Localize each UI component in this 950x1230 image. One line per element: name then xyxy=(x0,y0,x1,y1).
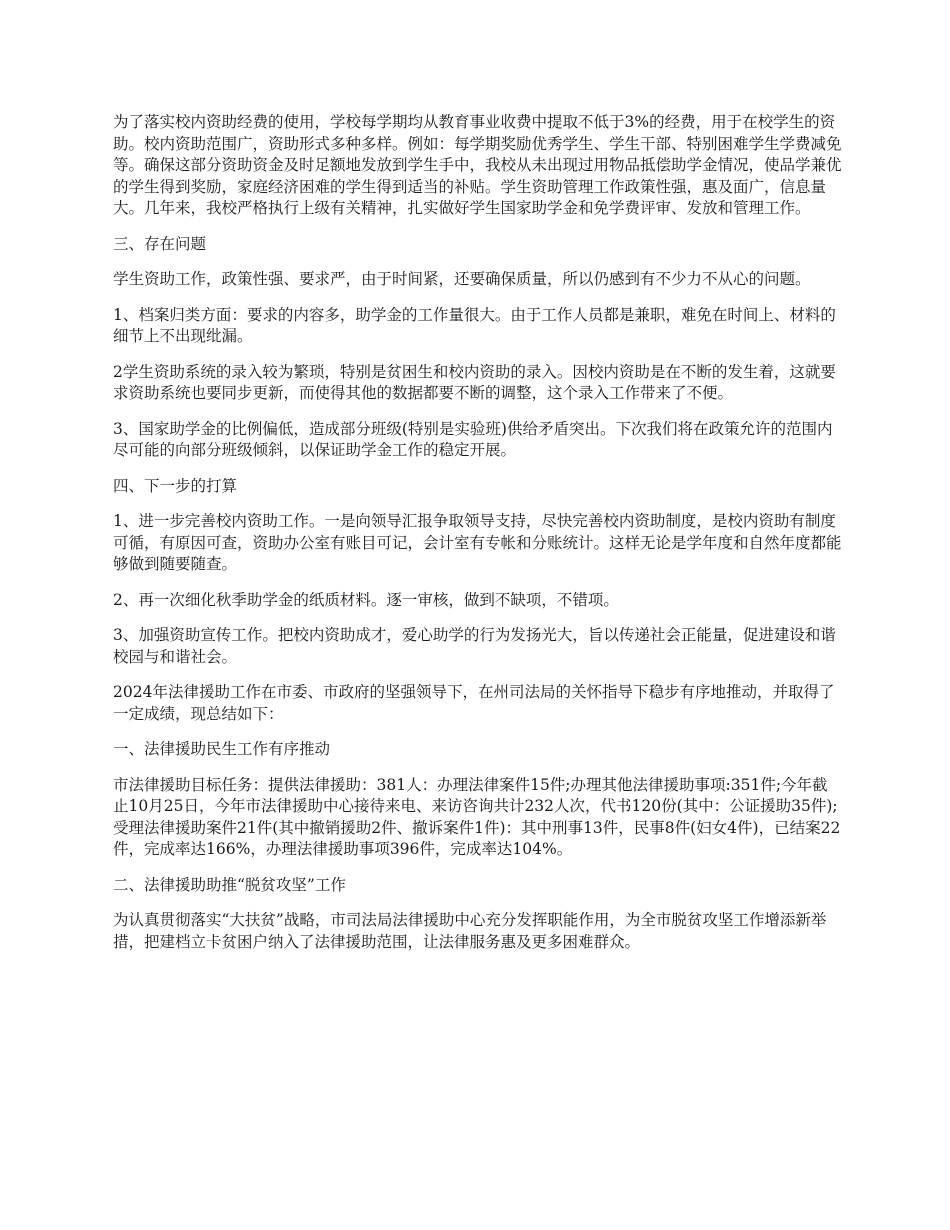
paragraph-problem-3: 3、国家助学金的比例偏低，造成部分班级(特别是实验班)供给矛盾突出。下次我们将在政策允许的范围内尽可能的向部分班级倾斜，以保证助学金工作的稳定开展。 xyxy=(113,419,833,459)
document-body xyxy=(113,112,843,967)
paragraph-legal-aid-stats: 市法律援助目标任务：提供法律援助：381人：办理法律案件15件;办理其他法律援助事项:351件;今年截止10月25日，今年市法律援助中心接待来电、来访咨询共计232人次，代书120份(其中：公证援助35件);受理法律援助案件21件(其中撤销援助2件、撤诉案件1件)：其中刑事13件，民事8件(妇女4件)，已结案22件，完成率达166%，办理法律援助事项396件，完成率达104%。 xyxy=(113,775,841,858)
paragraph-plan-2: 2、再一次细化秋季助学金的纸质材料。逐一审核，做到不缺项，不错项。 xyxy=(113,590,619,609)
heading-next-steps: 四、下一步的打算 xyxy=(113,476,238,495)
heading-problems: 三、存在问题 xyxy=(113,234,207,253)
paragraph-problem-2: 2学生资助系统的录入较为繁琐，特别是贫困生和校内资助的录入。因校内资助是在不断的发生着，这就要求资助系统也要同步更新，而使得其他的数据都要不断的调整，这个录入工作带来了不便。 xyxy=(113,362,836,402)
paragraph-poverty-alleviation: 为认真贯彻落实“大扶贫”战略，市司法局法律援助中心充分发挥职能作用，为全市脱贫攻坚工作增添新举措，把建档立卡贫困户纳入了法律援助范围，让法律服务惠及更多困难群众。 xyxy=(113,911,827,951)
paragraph-problems-intro: 学生资助工作，政策性强、要求严，由于时间紧，还要确保质量，所以仍感到有不少力不从心的问题。 xyxy=(113,270,811,288)
paragraph-problem-1: 1、档案归类方面：要求的内容多，助学金的工作量很大。由于工作人员都是兼职，难免在时间上、材料的细节上不出现纰漏。 xyxy=(113,305,836,345)
paragraph-legal-aid-intro: 2024年法律援助工作在市委、市政府的坚强领导下，在州司法局的关怀指导下稳步有序地推动，并取得了一定成绩，现总结如下： xyxy=(113,683,835,723)
paragraph-plan-3: 3、加强资助宣传工作。把校内资助成才，爱心助学的行为发扬光大，旨以传递社会正能量，促进建设和谐校园与和谐社会。 xyxy=(113,626,836,666)
heading-legal-aid-livelihood: 一、法律援助民生工作有序推动 xyxy=(113,740,331,758)
heading-poverty-alleviation: 二、法律援助助推“脱贫攻坚”工作 xyxy=(113,875,346,894)
paragraph-plan-1: 1、进一步完善校内资助工作。一是向领导汇报争取领导支持，尽快完善校内资助制度，是校内资助有制度可循，有原因可查，资助办公室有账目可记，会计室有专帐和分账统计。这样无论是学年度和自然年度都能够做到随要随查。 xyxy=(113,512,842,573)
paragraph-funding: 为了落实校内资助经费的使用，学校每学期均从教育事业收费中提取不低于3%的经费，用于在校学生的资助。校内资助范围广，资助形式多种多样。例如：每学期奖励优秀学生、学生干部、特别困难学生学费减免等。确保这部分资助资金及时足额地发放到学生手中，我校从未出现过用物品抵偿助学金情况，使品学兼优的学生得到奖励，家庭经济困难的学生得到适当的补贴。学生资助管理工作政策性强，惠及面广，信息量大。几年来，我校严格执行上级有关精神，扎实做好学生国家助学金和免学费评审、发放和管理工作。 xyxy=(113,113,842,217)
